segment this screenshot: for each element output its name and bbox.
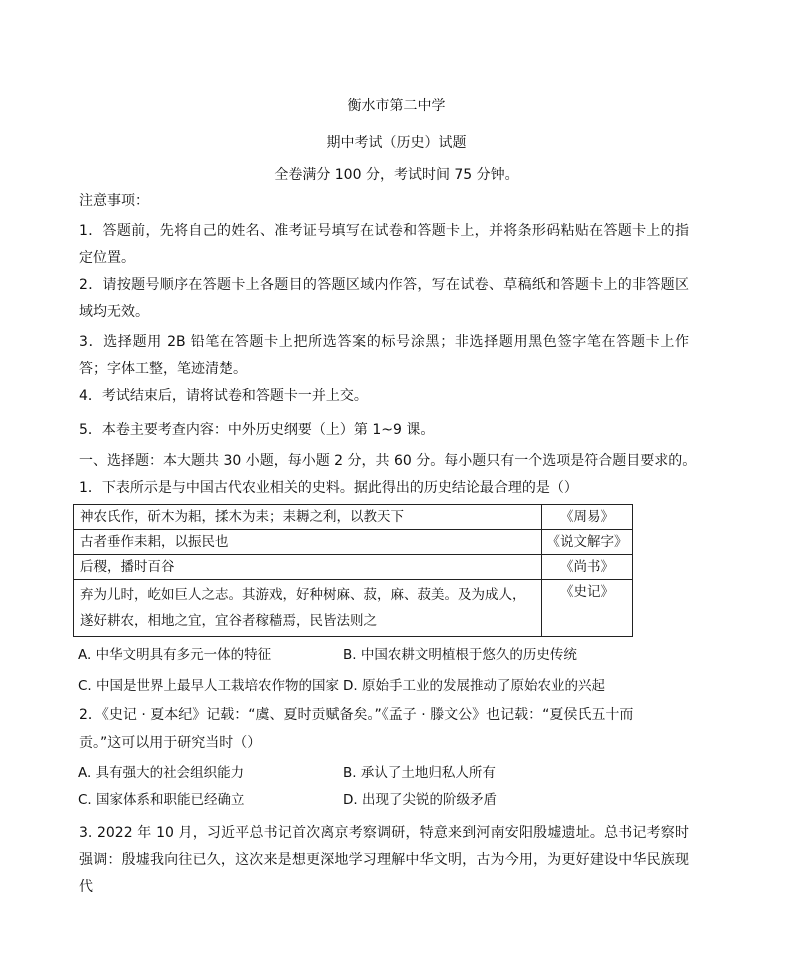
- source-book: 《周易》: [542, 505, 633, 530]
- source-text: 后稷，播时百谷: [74, 555, 542, 580]
- q1-option-d[interactable]: D. 原始手工业的发展推动了原始农业的兴起: [343, 678, 605, 694]
- source-table: [73, 504, 633, 637]
- score-time-info: 全卷满分 100 分，考试时间 75 分钟。: [274, 167, 519, 183]
- table-row: [74, 555, 633, 580]
- table-row: [74, 580, 633, 637]
- source-text: 古者垂作耒耜，以振民也: [74, 530, 542, 555]
- q1-option-a[interactable]: A. 中华文明具有多元一体的特征: [78, 647, 272, 663]
- school-name: 衡水市第二中学: [347, 98, 446, 114]
- notice-item-1: 1．答题前，先将自己的姓名、准考证号填写在试卷和答题卡上，并将条形码粘贴在答题卡上的指定位置。: [79, 223, 689, 266]
- source-text: 弃为儿时，屹如巨人之志。其游戏，好种树麻、菽，麻、菽美。及为成人，遂好耕农，相地之宜，宜谷者稼穑焉，民皆法则之: [74, 580, 542, 637]
- q1-option-b[interactable]: B. 中国农耕文明植根于悠久的历史传统: [343, 647, 577, 663]
- notice-item-2: 2．请按题号顺序在答题卡上各题目的答题区域内作答，写在试卷、草稿纸和答题卡上的非答题区域均无效。: [79, 277, 689, 320]
- q2-option-a[interactable]: A. 具有强大的社会组织能力: [78, 765, 245, 781]
- question-2-stem-line2: 贡。”这可以用于研究当时（）: [79, 735, 262, 751]
- section-heading: 一、选择题：本大题共 30 小题，每小题 2 分，共 60 分。每小题只有一个选项是符合题目要求的。: [79, 453, 697, 469]
- source-book: 《说文解字》: [542, 530, 633, 555]
- source-text: 神农氏作，斫木为耜，揉木为耒；耒耨之利，以教天下: [74, 505, 542, 530]
- question-3-stem: 3. 2022 年 10 月，习近平总书记首次离京考察调研，特意来到河南安阳殷墟遗址。总书记考察时强调：殷墟我向往已久，这次来是想更深地学习理解中华文明，古为今用，为更好建设中华民族现代: [79, 825, 689, 895]
- q2-option-c[interactable]: C. 国家体系和职能已经确立: [78, 792, 245, 808]
- q2-option-b[interactable]: B. 承认了土地归私人所有: [343, 765, 496, 781]
- exam-title: 期中考试（历史）试题: [326, 135, 467, 151]
- q2-option-d[interactable]: D. 出现了尖锐的阶级矛盾: [343, 792, 497, 808]
- q1-option-c[interactable]: C. 中国是世界上最早人工栽培农作物的国家: [78, 678, 340, 694]
- notice-item-5: 5．本卷主要考查内容：中外历史纲要（上）第 1~9 课。: [79, 422, 435, 438]
- source-book: 《尚书》: [542, 555, 633, 580]
- source-book: 《史记》: [542, 580, 633, 637]
- question-2-stem-line1: 2．《史记 · 夏本纪》记载：“虞、夏时贡赋备矣。”《孟子 · 滕文公》也记载：“夏侯氏五十而: [79, 707, 634, 723]
- table-row: [74, 505, 633, 530]
- notice-item-4: 4．考试结束后，请将试卷和答题卡一并上交。: [79, 388, 368, 404]
- notice-item-3: 3．选择题用 2B 铅笔在答题卡上把所选答案的标号涂黑；非选择题用黑色签字笔在答题卡上作答；字体工整，笔迹清楚。: [79, 334, 689, 377]
- table-row: [74, 530, 633, 555]
- notice-heading: 注意事项：: [79, 193, 149, 209]
- question-1-stem: 1．下表所示是与中国古代农业相关的史料。据此得出的历史结论最合理的是（）: [79, 480, 578, 496]
